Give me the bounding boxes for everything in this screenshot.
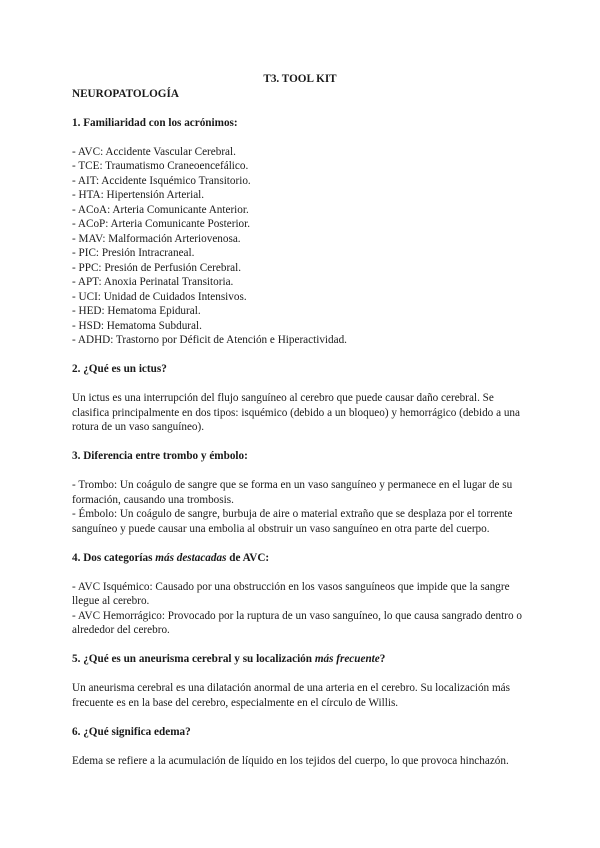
heading-text: 5. ¿Qué es un aneurisma cerebral y su localización (72, 653, 315, 665)
list-item: - ACoP: Arteria Comunicante Posterior. (72, 218, 251, 230)
list-item: - AVC: Accidente Vascular Cerebral. (72, 145, 236, 158)
section-avc-categories (72, 551, 528, 638)
section-acronyms (72, 116, 528, 348)
list-item: - HTA: Hipertensión Arterial. (72, 189, 205, 201)
section-ictus (72, 362, 528, 435)
list-item: - PPC: Presión de Perfusión Cerebral. (72, 261, 242, 274)
list-item: - HSD: Hematoma Subdural. (72, 319, 202, 332)
heading-emphasis: más destacadas (155, 551, 227, 564)
list-item: - APT: Anoxia Perinatal Transitoria. (72, 276, 234, 288)
list-item: - ACoA: Arteria Comunicante Anterior. (72, 203, 249, 216)
list-item: - AVC Isquémico: Causado por una obstrucción en los vasos sanguíneos que impide que la sangre llegue al cerebro. (72, 580, 510, 607)
section-heading: 3. Diferencia entre trombo y émbolo: (72, 450, 248, 462)
list-item: - AIT: Accidente Isquémico Transitorio. (72, 174, 251, 187)
section-edema (72, 725, 528, 769)
definition-list (72, 478, 528, 536)
acronym-list (72, 145, 528, 348)
list-item: - PIC: Presión Intracraneal. (72, 247, 195, 259)
section-aneurisma (72, 652, 528, 710)
section-heading: 6. ¿Qué significa edema? (72, 725, 191, 738)
section-paragraph: Un aneurisma cerebral es una dilatación anormal de una arteria en el cerebro. Su localización más frecuente es en la base del cerebro, especialmente en el círculo de Willis. (72, 682, 510, 709)
heading-text: 4. Dos categorías (72, 551, 156, 564)
section-heading (72, 652, 528, 667)
list-item: - Émbolo: Un coágulo de sangre, burbuja de aire o material extraño que se desplaza por el torrente sanguíneo y puede causar una embolia al obstruir un vaso sanguíneo en otra parte del cuerpo. (72, 508, 513, 535)
list-item: - AVC Hemorrágico: Provocado por la ruptura de un vaso sanguíneo, lo que causa sangrado dentro o alrededor del cerebro. (72, 609, 522, 636)
list-item: - HED: Hematoma Epidural. (72, 305, 201, 317)
list-item: - MAV: Malformación Arteriovenosa. (72, 232, 241, 245)
heading-emphasis: más frecuente (314, 653, 380, 665)
document-subtitle: NEUROPATOLOGÍA (72, 87, 179, 100)
heading-text: ? (379, 653, 386, 665)
section-trombo-embolo (72, 449, 528, 536)
list-item: - ADHD: Trastorno por Déficit de Atención e Hiperactividad. (72, 334, 347, 346)
category-list (72, 580, 528, 638)
list-item: - UCI: Unidad de Cuidados Intensivos. (72, 290, 247, 303)
section-heading: 1. Familiaridad con los acrónimos: (72, 116, 238, 129)
section-heading: 2. ¿Qué es un ictus? (72, 363, 167, 375)
document-title: T3. TOOL KIT (263, 73, 337, 85)
list-item: - Trombo: Un coágulo de sangre que se forma en un vaso sanguíneo y permanece en el lugar de su formación, causando una trombosis. (72, 479, 513, 506)
heading-text: de AVC: (226, 551, 270, 564)
section-paragraph: Un ictus es una interrupción del flujo sanguíneo al cerebro que puede causar daño cerebral. Se clasifica principalmente en dos tipos: isquémico (debido a un bloqueo) y hemorrágico (debido a una rotura de un vaso sanguíneo). (72, 392, 520, 433)
section-heading (72, 551, 528, 566)
list-item: - TCE: Traumatismo Craneoencefálico. (72, 160, 249, 172)
document-page (72, 72, 528, 783)
section-paragraph: Edema se refiere a la acumulación de líquido en los tejidos del cuerpo, lo que provoca hinchazón. (72, 754, 509, 767)
